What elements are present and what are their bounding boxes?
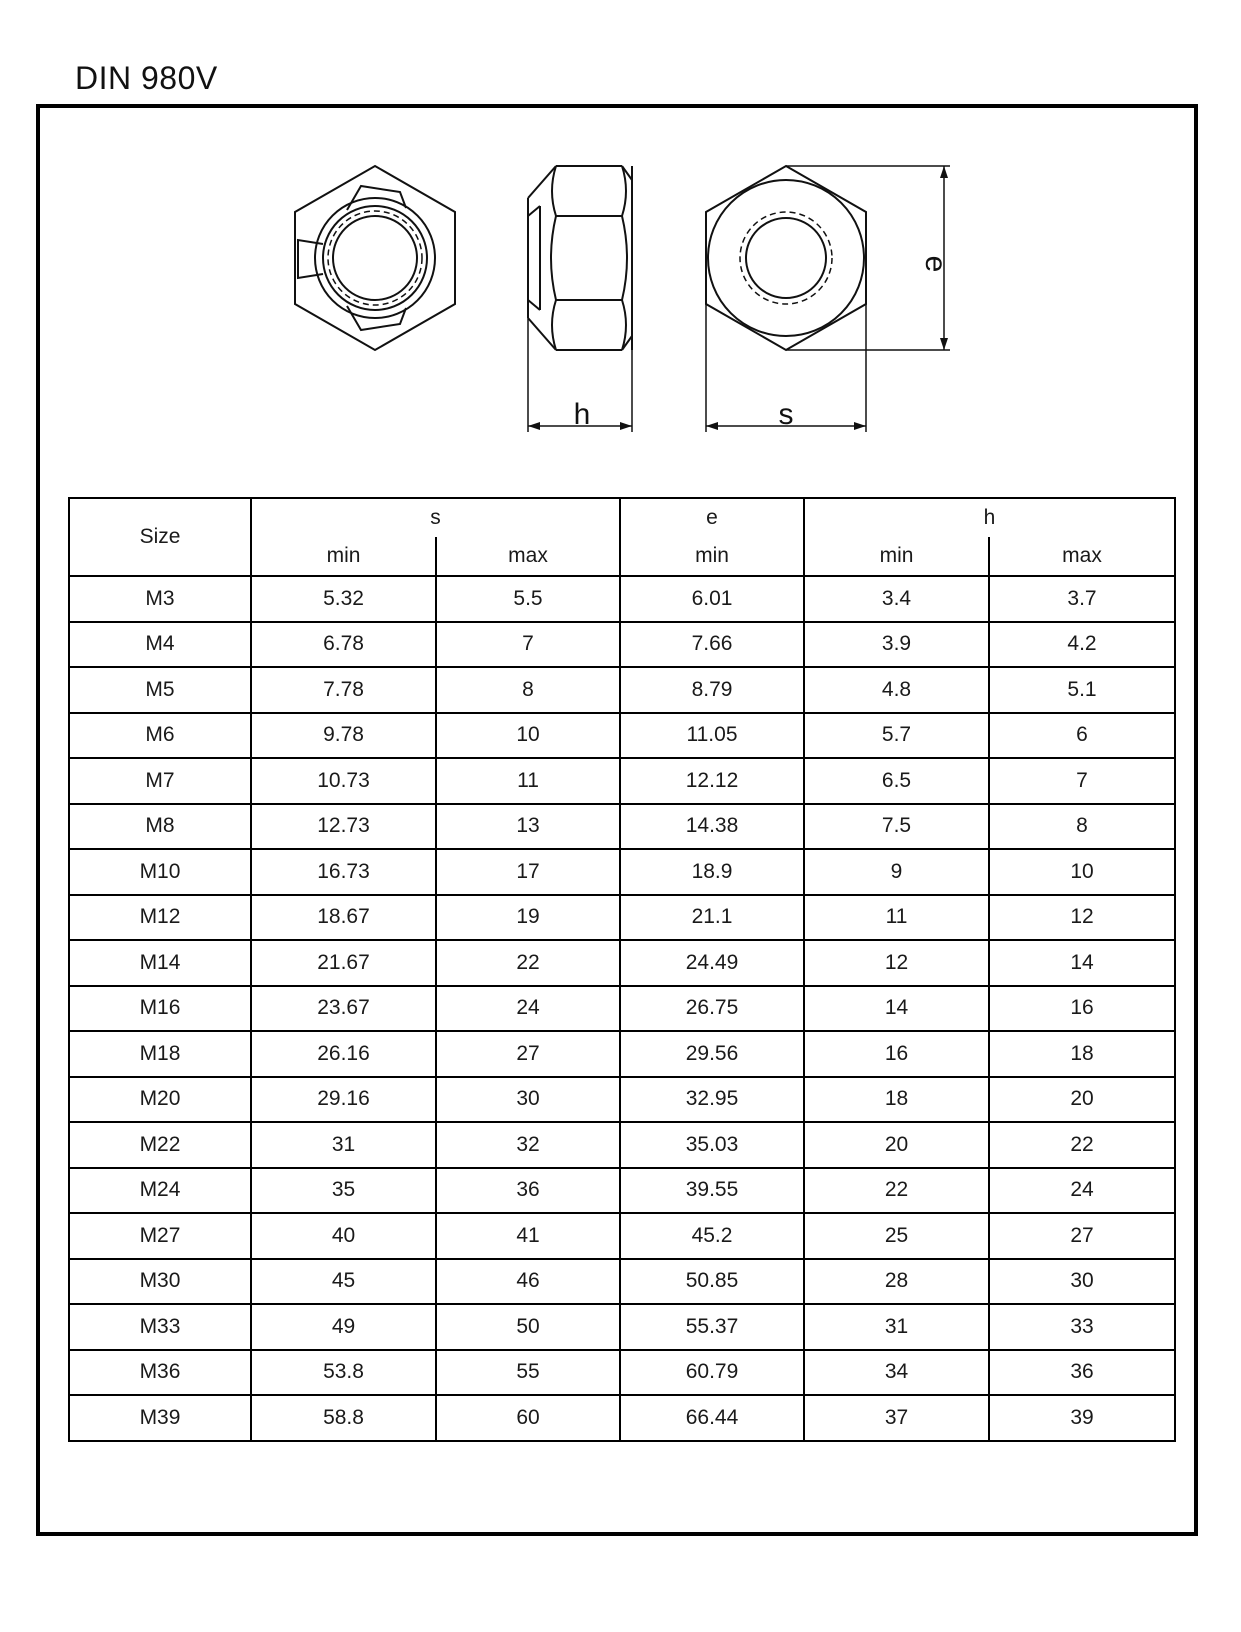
nut-side-view bbox=[528, 166, 632, 432]
table-body bbox=[69, 576, 1175, 1441]
value-cell: 6 bbox=[989, 713, 1175, 759]
value-cell: 12.73 bbox=[251, 804, 436, 850]
table-row bbox=[69, 1168, 1175, 1214]
value-cell: 53.8 bbox=[251, 1350, 436, 1396]
value-cell: 7.66 bbox=[620, 622, 804, 668]
value-cell: 46 bbox=[436, 1259, 620, 1305]
size-cell: M3 bbox=[69, 576, 251, 622]
value-cell: 3.9 bbox=[804, 622, 989, 668]
table-row bbox=[69, 1259, 1175, 1305]
value-cell: 22 bbox=[804, 1168, 989, 1214]
table-row bbox=[69, 1122, 1175, 1168]
size-cell: M36 bbox=[69, 1350, 251, 1396]
value-cell: 55 bbox=[436, 1350, 620, 1396]
value-cell: 22 bbox=[989, 1122, 1175, 1168]
table-row bbox=[69, 713, 1175, 759]
table-row bbox=[69, 1213, 1175, 1259]
dimension-h-label: h bbox=[573, 398, 591, 431]
value-cell: 26.75 bbox=[620, 986, 804, 1032]
s-min-header: min bbox=[251, 537, 436, 576]
value-cell: 7 bbox=[436, 622, 620, 668]
value-cell: 26.16 bbox=[251, 1031, 436, 1077]
size-cell: M6 bbox=[69, 713, 251, 759]
size-cell: M39 bbox=[69, 1395, 251, 1441]
value-cell: 20 bbox=[989, 1077, 1175, 1123]
size-cell: M7 bbox=[69, 758, 251, 804]
value-cell: 27 bbox=[989, 1213, 1175, 1259]
s-max-header: max bbox=[436, 537, 620, 576]
value-cell: 16 bbox=[989, 986, 1175, 1032]
value-cell: 23.67 bbox=[251, 986, 436, 1032]
size-cell: M16 bbox=[69, 986, 251, 1032]
value-cell: 16.73 bbox=[251, 849, 436, 895]
size-cell: M27 bbox=[69, 1213, 251, 1259]
size-cell: M8 bbox=[69, 804, 251, 850]
table-row bbox=[69, 1077, 1175, 1123]
table-row bbox=[69, 986, 1175, 1032]
value-cell: 24 bbox=[989, 1168, 1175, 1214]
size-cell: M10 bbox=[69, 849, 251, 895]
value-cell: 11 bbox=[804, 895, 989, 941]
value-cell: 30 bbox=[989, 1259, 1175, 1305]
value-cell: 8 bbox=[436, 667, 620, 713]
value-cell: 27 bbox=[436, 1031, 620, 1077]
value-cell: 16 bbox=[804, 1031, 989, 1077]
table-row bbox=[69, 758, 1175, 804]
value-cell: 14 bbox=[989, 940, 1175, 986]
value-cell: 31 bbox=[804, 1304, 989, 1350]
value-cell: 18.67 bbox=[251, 895, 436, 941]
value-cell: 41 bbox=[436, 1213, 620, 1259]
value-cell: 5.32 bbox=[251, 576, 436, 622]
value-cell: 5.5 bbox=[436, 576, 620, 622]
value-cell: 49 bbox=[251, 1304, 436, 1350]
size-cell: M18 bbox=[69, 1031, 251, 1077]
table-row bbox=[69, 849, 1175, 895]
e-group-header: e bbox=[620, 498, 804, 537]
value-cell: 58.8 bbox=[251, 1395, 436, 1441]
value-cell: 36 bbox=[989, 1350, 1175, 1396]
value-cell: 18 bbox=[989, 1031, 1175, 1077]
value-cell: 7 bbox=[989, 758, 1175, 804]
nut-top-view bbox=[706, 166, 950, 432]
technical-drawing bbox=[0, 0, 1241, 470]
table-row bbox=[69, 895, 1175, 941]
value-cell: 24.49 bbox=[620, 940, 804, 986]
dimension-e-label: e bbox=[919, 255, 952, 273]
value-cell: 35 bbox=[251, 1168, 436, 1214]
value-cell: 25 bbox=[804, 1213, 989, 1259]
value-cell: 31 bbox=[251, 1122, 436, 1168]
size-cell: M20 bbox=[69, 1077, 251, 1123]
table-row bbox=[69, 1350, 1175, 1396]
size-cell: M33 bbox=[69, 1304, 251, 1350]
nut-front-view bbox=[295, 166, 455, 350]
value-cell: 60 bbox=[436, 1395, 620, 1441]
size-header: Size bbox=[69, 498, 251, 576]
h-min-header: min bbox=[804, 537, 989, 576]
value-cell: 6.78 bbox=[251, 622, 436, 668]
table-row bbox=[69, 1031, 1175, 1077]
table-row bbox=[69, 576, 1175, 622]
value-cell: 39.55 bbox=[620, 1168, 804, 1214]
value-cell: 3.4 bbox=[804, 576, 989, 622]
value-cell: 14.38 bbox=[620, 804, 804, 850]
document-title: DIN 980V bbox=[75, 60, 218, 96]
table-row bbox=[69, 804, 1175, 850]
value-cell: 19 bbox=[436, 895, 620, 941]
value-cell: 4.2 bbox=[989, 622, 1175, 668]
value-cell: 50.85 bbox=[620, 1259, 804, 1305]
value-cell: 7.78 bbox=[251, 667, 436, 713]
value-cell: 55.37 bbox=[620, 1304, 804, 1350]
h-max-header: max bbox=[989, 537, 1175, 576]
value-cell: 33 bbox=[989, 1304, 1175, 1350]
table-row bbox=[69, 1304, 1175, 1350]
table-row bbox=[69, 1395, 1175, 1441]
value-cell: 11.05 bbox=[620, 713, 804, 759]
value-cell: 10 bbox=[989, 849, 1175, 895]
size-cell: M22 bbox=[69, 1122, 251, 1168]
value-cell: 9.78 bbox=[251, 713, 436, 759]
s-group-header: s bbox=[251, 498, 620, 537]
value-cell: 22 bbox=[436, 940, 620, 986]
size-cell: M24 bbox=[69, 1168, 251, 1214]
value-cell: 13 bbox=[436, 804, 620, 850]
value-cell: 66.44 bbox=[620, 1395, 804, 1441]
value-cell: 32.95 bbox=[620, 1077, 804, 1123]
value-cell: 8 bbox=[989, 804, 1175, 850]
value-cell: 8.79 bbox=[620, 667, 804, 713]
h-group-header: h bbox=[804, 498, 1175, 537]
size-cell: M14 bbox=[69, 940, 251, 986]
value-cell: 5.7 bbox=[804, 713, 989, 759]
value-cell: 12 bbox=[804, 940, 989, 986]
value-cell: 6.01 bbox=[620, 576, 804, 622]
value-cell: 30 bbox=[436, 1077, 620, 1123]
value-cell: 10 bbox=[436, 713, 620, 759]
value-cell: 6.5 bbox=[804, 758, 989, 804]
value-cell: 39 bbox=[989, 1395, 1175, 1441]
size-cell: M12 bbox=[69, 895, 251, 941]
value-cell: 20 bbox=[804, 1122, 989, 1168]
value-cell: 12 bbox=[989, 895, 1175, 941]
value-cell: 12.12 bbox=[620, 758, 804, 804]
value-cell: 45 bbox=[251, 1259, 436, 1305]
value-cell: 5.1 bbox=[989, 667, 1175, 713]
value-cell: 50 bbox=[436, 1304, 620, 1350]
value-cell: 34 bbox=[804, 1350, 989, 1396]
value-cell: 9 bbox=[804, 849, 989, 895]
value-cell: 60.79 bbox=[620, 1350, 804, 1396]
value-cell: 3.7 bbox=[989, 576, 1175, 622]
value-cell: 29.56 bbox=[620, 1031, 804, 1077]
value-cell: 21.1 bbox=[620, 895, 804, 941]
size-cell: M30 bbox=[69, 1259, 251, 1305]
dimensions-table bbox=[68, 497, 1176, 1442]
dimension-s-label: s bbox=[778, 398, 794, 431]
value-cell: 11 bbox=[436, 758, 620, 804]
value-cell: 24 bbox=[436, 986, 620, 1032]
value-cell: 10.73 bbox=[251, 758, 436, 804]
value-cell: 17 bbox=[436, 849, 620, 895]
value-cell: 28 bbox=[804, 1259, 989, 1305]
value-cell: 18 bbox=[804, 1077, 989, 1123]
value-cell: 7.5 bbox=[804, 804, 989, 850]
value-cell: 32 bbox=[436, 1122, 620, 1168]
value-cell: 4.8 bbox=[804, 667, 989, 713]
table-row bbox=[69, 940, 1175, 986]
value-cell: 36 bbox=[436, 1168, 620, 1214]
table-row bbox=[69, 667, 1175, 713]
size-cell: M5 bbox=[69, 667, 251, 713]
size-cell: M4 bbox=[69, 622, 251, 668]
value-cell: 29.16 bbox=[251, 1077, 436, 1123]
table-row bbox=[69, 622, 1175, 668]
value-cell: 45.2 bbox=[620, 1213, 804, 1259]
value-cell: 18.9 bbox=[620, 849, 804, 895]
value-cell: 40 bbox=[251, 1213, 436, 1259]
value-cell: 14 bbox=[804, 986, 989, 1032]
value-cell: 35.03 bbox=[620, 1122, 804, 1168]
e-min-header: min bbox=[620, 537, 804, 576]
value-cell: 37 bbox=[804, 1395, 989, 1441]
value-cell: 21.67 bbox=[251, 940, 436, 986]
